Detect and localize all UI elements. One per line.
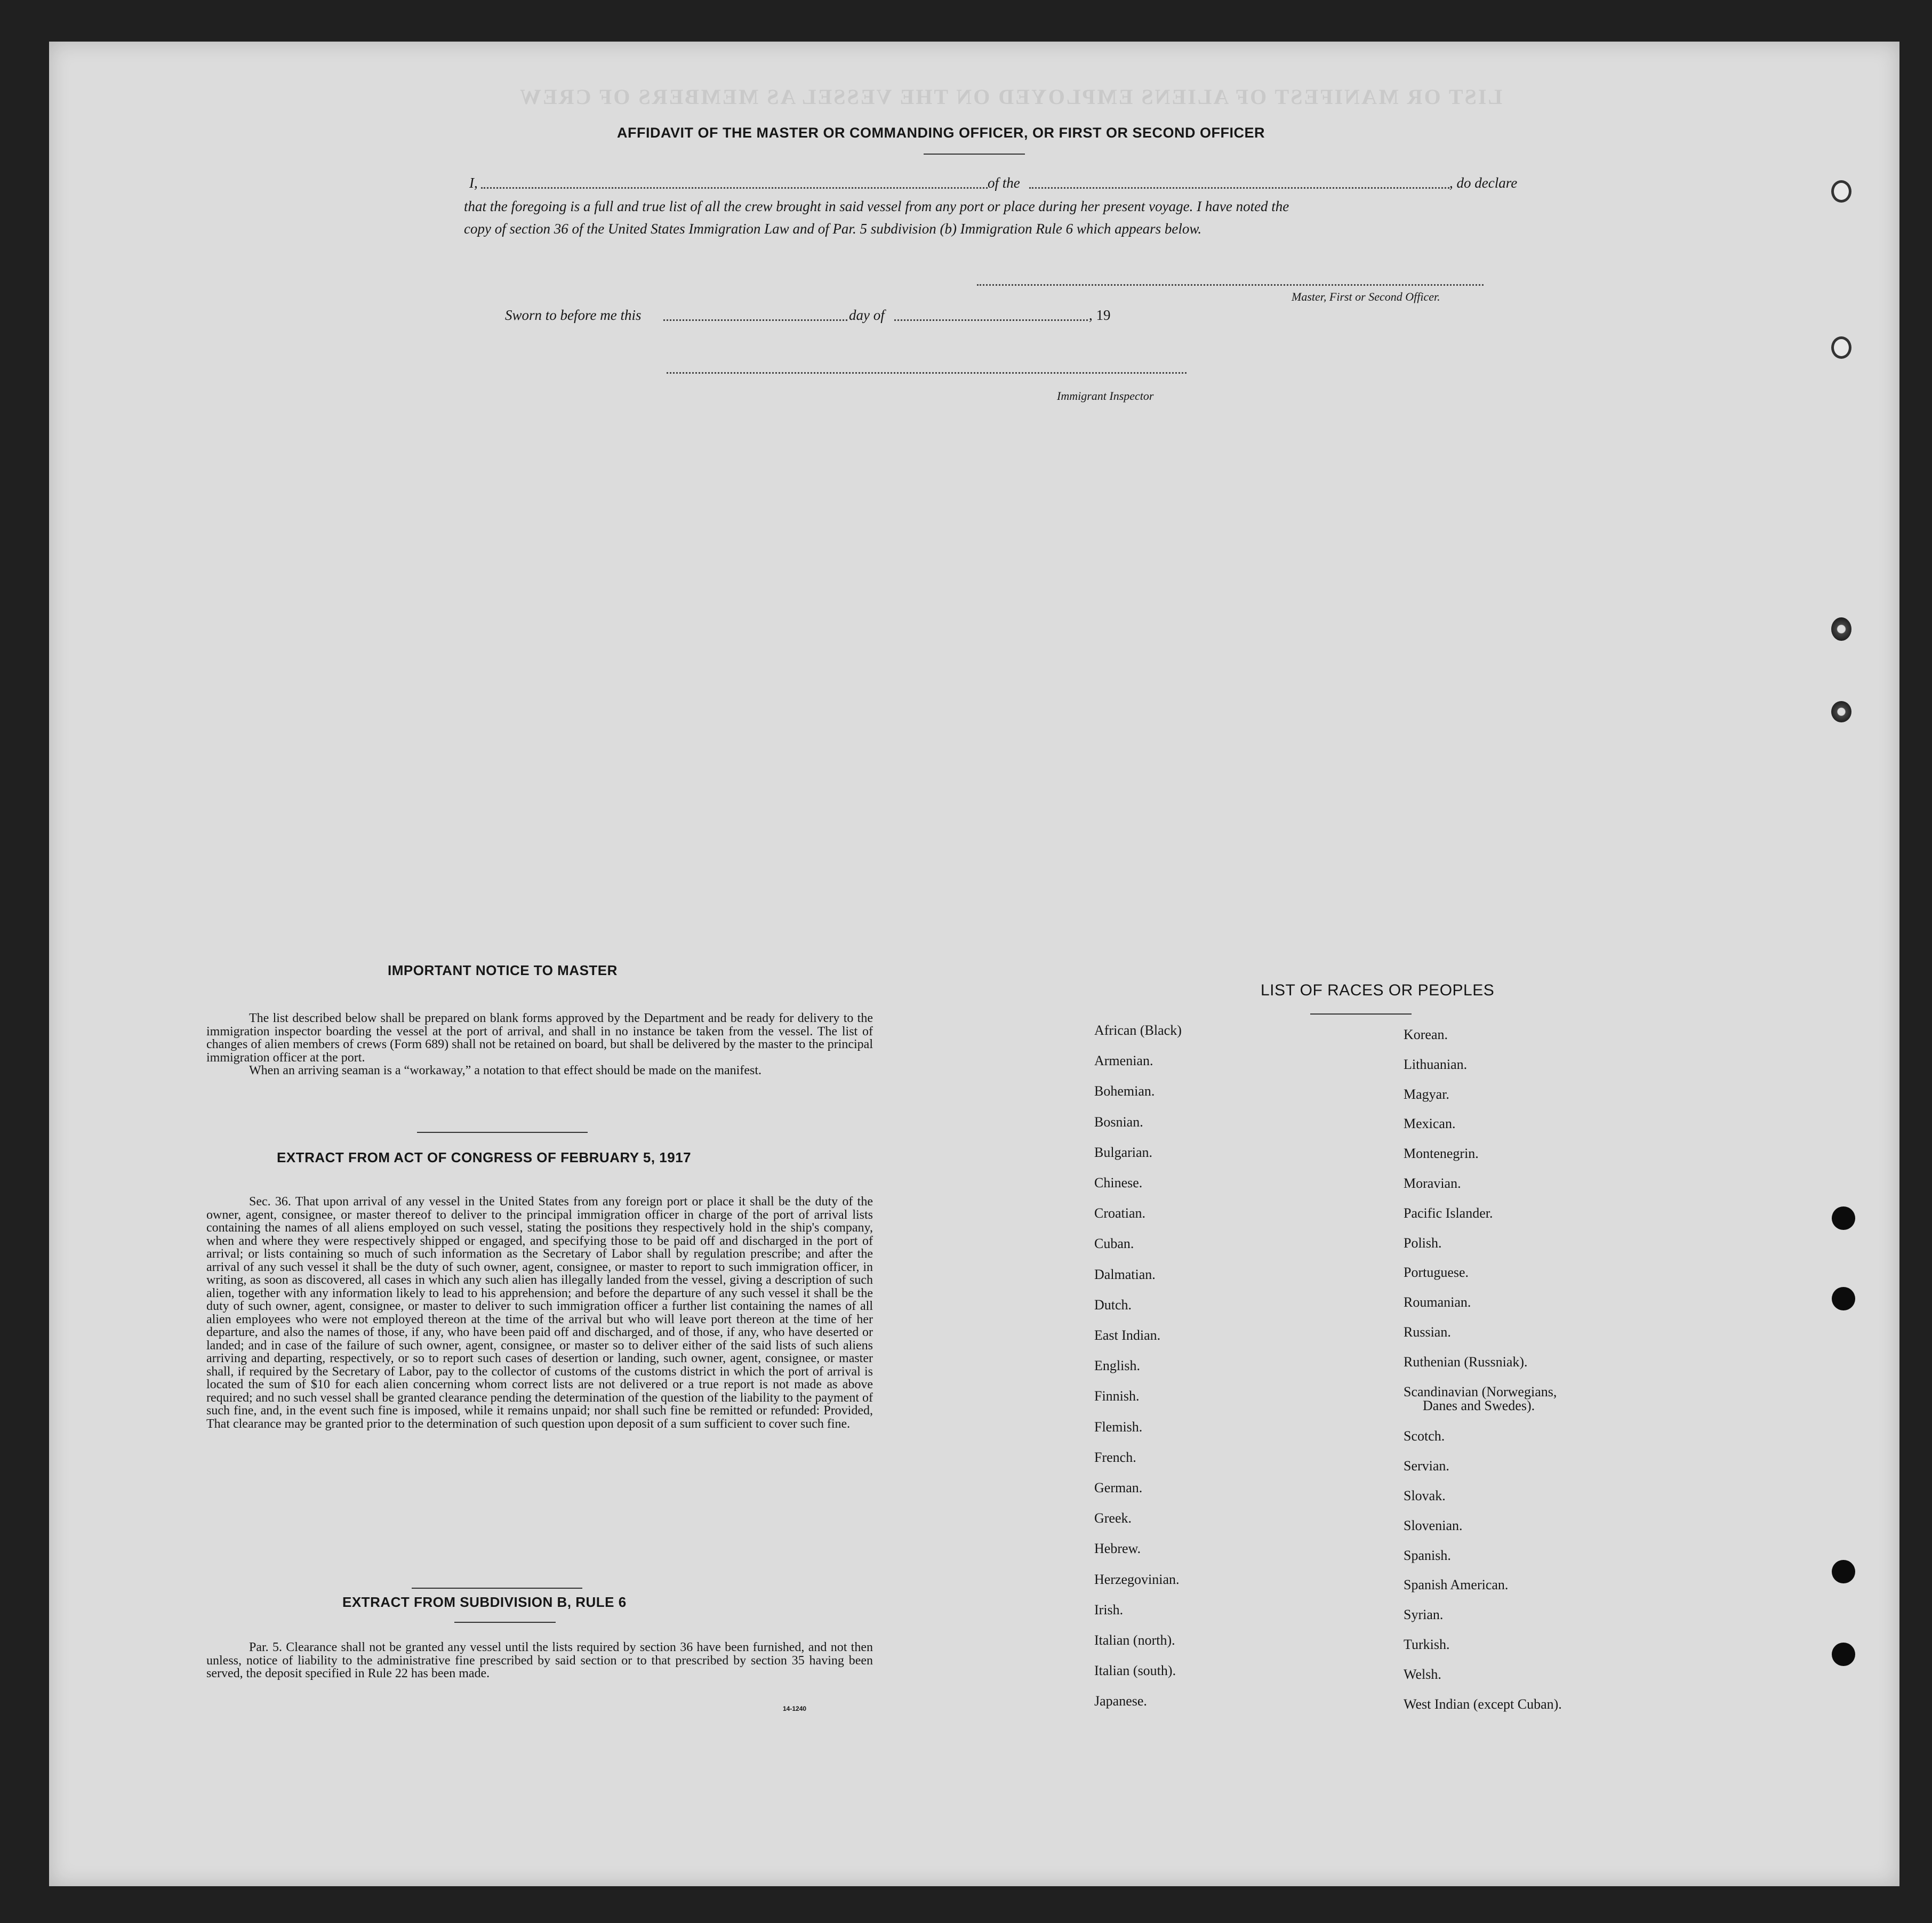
race-item: Servian. <box>1404 1458 1449 1474</box>
affidavit-line1-i: I, <box>469 175 478 191</box>
races-title: LIST OF RACES OR PEOPLES <box>1261 981 1495 999</box>
race-item: Mexican. <box>1404 1116 1456 1132</box>
race-item: Roumanian. <box>1404 1294 1471 1310</box>
race-item: Irish. <box>1094 1602 1124 1618</box>
race-item: Hebrew. <box>1094 1541 1141 1557</box>
affidavit-line1-of: of the <box>988 175 1020 191</box>
race-item: French. <box>1094 1449 1136 1465</box>
binder-hole-1 <box>1831 180 1851 203</box>
race-item: Slovenian. <box>1404 1517 1463 1533</box>
race-item: Scandinavian (Norwegians, <box>1404 1383 1557 1399</box>
race-item: Montenegrin. <box>1404 1146 1479 1162</box>
rule-text: Par. 5. Clearance shall not be granted any vessel until the lists required by section 36 have been furnished, and not then unless, notice of liability to the administrative fine prescribed by said section or to that prescribed by section 35 having been served, the deposit specified in Rule 22 has been made. <box>206 1640 873 1680</box>
rule-title-rule <box>454 1622 556 1623</box>
inspector-label: Immigrant Inspector <box>1057 389 1154 403</box>
race-item: Portuguese. <box>1404 1265 1469 1281</box>
race-item: African (Black) <box>1094 1023 1182 1038</box>
race-item: Syrian. <box>1404 1607 1444 1623</box>
race-item: Greek. <box>1094 1510 1132 1526</box>
race-item: Spanish. <box>1404 1547 1451 1563</box>
race-item: Italian (south). <box>1094 1663 1176 1679</box>
races-title-rule <box>1310 1013 1412 1015</box>
race-item: English. <box>1094 1358 1140 1374</box>
race-item: Bohemian. <box>1094 1083 1155 1099</box>
act-divider <box>412 1588 582 1589</box>
race-item: Dutch. <box>1094 1297 1132 1313</box>
race-item: Finnish. <box>1094 1388 1140 1404</box>
binder-hole-5 <box>1832 1206 1855 1230</box>
day-of-label: day of <box>849 307 885 323</box>
race-item: Scotch. <box>1404 1428 1445 1444</box>
notice-title: IMPORTANT NOTICE TO MASTER <box>388 962 618 978</box>
act-title: EXTRACT FROM ACT OF CONGRESS OF FEBRUARY 5, 1917 <box>277 1149 692 1165</box>
race-item: Cuban. <box>1094 1236 1134 1252</box>
race-item: German. <box>1094 1480 1143 1495</box>
notice-para1: The list described below shall be prepared on blank forms approved by the Department and be ready for delivery to the immigration inspector boarding the vessel at the port of arrival, and shall in no instance be taken from the vessel. The list of changes of alien members of crews (Form 689) shall not be retained on board, but shall be delivered by the master to the principal immigration officer at the port. <box>206 1011 873 1065</box>
document-page <box>49 42 1899 1886</box>
act-text: Sec. 36. That upon arrival of any vessel in the United States from any foreign port or place it shall be the duty of the owner, agent, consignee, or master thereof to deliver to the principal immigration officer in charge of the port of arrival lists containing the names of all aliens employed on such vessel, stating the positions they respectively hold in the ship's company, when and where they were respectively shipped or engaged, and specifying those to be paid off and discharged in the port of arrival; or lists containing so much of such information as the Secretary of Labor shall by regulation prescribe; and after the arrival of any such vessel it shall be the duty of such owner, agent, consignee, or master to report to such immigration officer, in writing, as soon as discovered, all cases in which any such alien has illegally landed from the vessel, giving a description of such alien, together with any information likely to lead to his apprehension; and before the departure of any such vessel it shall be the duty of such owner, agent, consignee, or master to deliver to such immigration officer a further list containing the names of all alien employees who were not employed thereon at the time of the arrival but who will leave port thereon at the time of her departure, and also the names of those, if any, who have been paid off and discharged, and of those, if any, who have deserted or landed; and in case of the failure of such owner, agent, consignee, or master so to deliver either of the said lists of such aliens arriving and departing, respectively, or so to report such cases of desertion or landing, such owner, agent, consignee, or master shall, if required by the Secretary of Labor, pay to the collector of customs of the customs district in which the port of arrival is located the sum of $10 for each alien concerning whom correct lists are not delivered or a true report is not made as above required; and no such vessel shall be granted clearance pending the determination of the question of the liability to the payment of such fine, and, in the event such fine is imposed, while it remains unpaid; nor shall such fine be remitted or refunded: Provided, That clearance may be granted prior to the determination of such question upon deposit of a sum sufficient to cover such fine. <box>206 1195 873 1431</box>
binder-hole-4 <box>1831 701 1851 722</box>
affidavit-title: AFFIDAVIT OF THE MASTER OR COMMANDING OFFICER, OR FIRST OR SECOND OFFICER <box>617 125 1265 141</box>
race-item: Magyar. <box>1404 1086 1449 1102</box>
race-item-continuation: Danes and Swedes). <box>1423 1397 1535 1413</box>
race-item: Turkish. <box>1404 1637 1450 1652</box>
affidavit-line3: copy of section 36 of the United States Immigration Law and of Par. 5 subdivision (b) Immigration Rule 6 which appears below. <box>464 221 1202 237</box>
race-item: West Indian (except Cuban). <box>1404 1696 1562 1712</box>
race-item: Herzegovinian. <box>1094 1571 1180 1587</box>
master-signature-label: Master, First or Second Officer. <box>1292 290 1440 303</box>
bleed-through-header: LIST OR MANIFEST OF ALIENS EMPLOYED ON THE VESSEL AS MEMBERS OF CREW <box>518 85 1503 109</box>
race-item: Japanese. <box>1094 1693 1147 1709</box>
affidavit-line2: that the foregoing is a full and true list of all the crew brought in said vessel from any port or place during her present voyage. I have noted the <box>464 198 1289 214</box>
race-item: Armenian. <box>1094 1053 1153 1069</box>
sworn-label: Sworn to before me this <box>505 307 642 323</box>
race-item: Spanish American. <box>1404 1577 1509 1593</box>
notice-para2: When an arriving seaman is a “workaway,” a notation to that effect should be made on the manifest. <box>249 1064 761 1077</box>
rule-title: EXTRACT FROM SUBDIVISION B, RULE 6 <box>342 1594 627 1610</box>
race-item: Moravian. <box>1404 1176 1461 1191</box>
master-name-field[interactable] <box>481 187 988 189</box>
affidavit-title-rule <box>924 154 1025 155</box>
race-item: Bosnian. <box>1094 1114 1143 1130</box>
binder-hole-3 <box>1831 617 1851 641</box>
sworn-month-field[interactable] <box>894 319 1088 321</box>
race-item: Italian (north). <box>1094 1632 1175 1648</box>
binder-hole-8 <box>1832 1643 1855 1666</box>
race-item: Dalmatian. <box>1094 1266 1156 1282</box>
sworn-day-field[interactable] <box>663 319 847 321</box>
race-item: East Indian. <box>1094 1327 1161 1343</box>
race-item: Welsh. <box>1404 1666 1441 1682</box>
sworn-year-label: , 19 <box>1089 307 1111 323</box>
race-item: Polish. <box>1404 1235 1442 1251</box>
race-item: Chinese. <box>1094 1175 1143 1190</box>
race-item: Korean. <box>1404 1027 1448 1042</box>
binder-hole-6 <box>1832 1287 1855 1310</box>
race-item: Ruthenian (Russniak). <box>1404 1354 1528 1370</box>
binder-hole-7 <box>1832 1560 1855 1583</box>
vessel-name-field[interactable] <box>1029 187 1449 189</box>
race-item: Lithuanian. <box>1404 1056 1468 1072</box>
binder-hole-2 <box>1831 336 1851 359</box>
master-signature-field[interactable] <box>977 284 1484 286</box>
notice-divider <box>417 1132 588 1133</box>
race-item: Russian. <box>1404 1324 1451 1340</box>
inspector-signature-field[interactable] <box>667 372 1187 374</box>
race-item: Croatian. <box>1094 1205 1146 1221</box>
affidavit-line1-end: , do declare <box>1449 175 1518 191</box>
race-item: Bulgarian. <box>1094 1144 1153 1160</box>
race-item: Pacific Islander. <box>1404 1205 1493 1221</box>
race-item: Flemish. <box>1094 1419 1143 1435</box>
race-item: Slovak. <box>1404 1488 1446 1503</box>
form-number: 14-1240 <box>783 1705 807 1712</box>
